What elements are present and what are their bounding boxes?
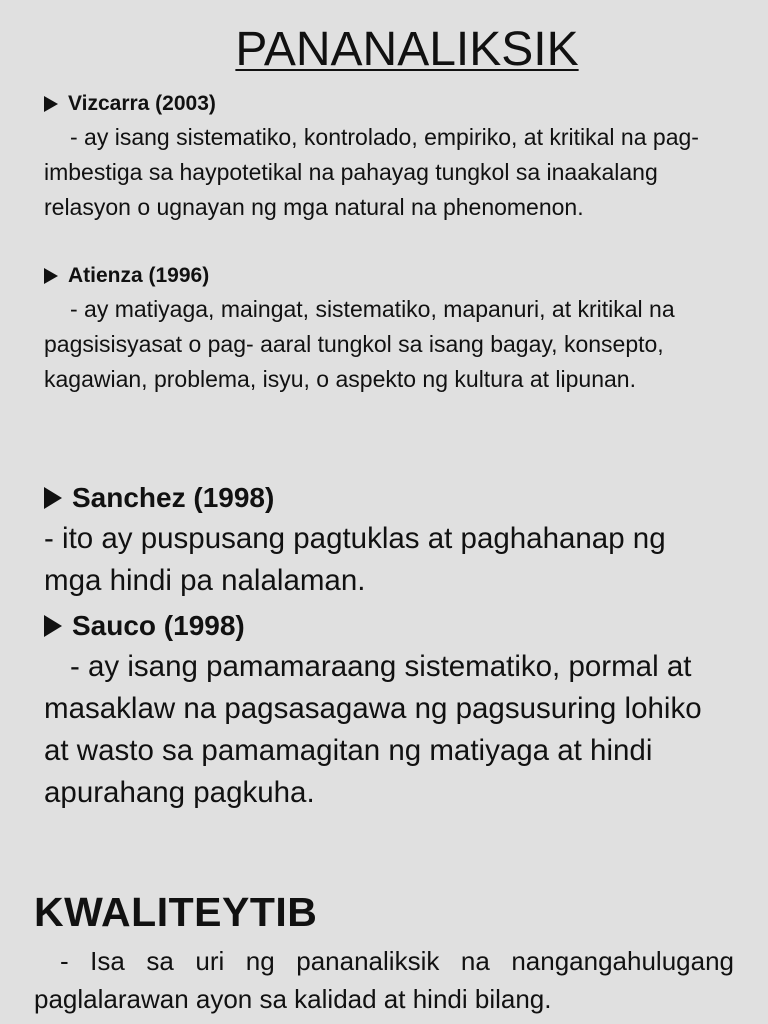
section-text: - Isa sa uri ng pananaliksik na nangangahulugang paglalarawan ayon sa kalidad at hindi bilang. [34, 946, 734, 1014]
arrow-bullet-icon [44, 487, 62, 509]
entry-text: - ay isang pamamaraang sistematiko, pormal at masaklaw na pagsasagawa ng pagsusuring lohiko at wasto sa pamamagitan ng matiyaga at hindi apurahang pagkuha. [44, 650, 702, 809]
entry-sauco [44, 606, 724, 814]
entry-text: - ay matiyaga, maingat, sistematiko, mapanuri, at kritikal na pagsisisyasat o pag- aaral tungkol sa isang bagay, konsepto, kagawian, problema, isyu, o aspekto ng kultura at lipunan. [44, 296, 675, 392]
entry-heading: Sanchez (1998) [72, 482, 275, 513]
entry-vizcarra [44, 88, 724, 225]
entry-atienza [44, 260, 724, 397]
entry-heading: Vizcarra (2003) [68, 92, 216, 115]
entry-heading: Sauco (1998) [72, 610, 245, 641]
entry-text: - ito ay puspusang pagtuklas at paghahanap ng mga hindi pa nalalaman. [44, 522, 666, 597]
arrow-bullet-icon [44, 268, 58, 284]
page-title: PANANALIKSIK [235, 23, 579, 76]
section-title: KWALITEYTIB [34, 889, 318, 935]
arrow-bullet-icon [44, 615, 62, 637]
arrow-bullet-icon [44, 96, 58, 112]
entry-text: - ay isang sistematiko, kontrolado, empiriko, at kritikal na pag- imbestiga sa haypotetikal na pahayag tungkol sa inaakalang relasyon o ugnayan ng mga natural na phenomenon. [44, 124, 699, 220]
entry-sanchez [44, 478, 724, 602]
entry-heading: Atienza (1996) [68, 264, 210, 287]
